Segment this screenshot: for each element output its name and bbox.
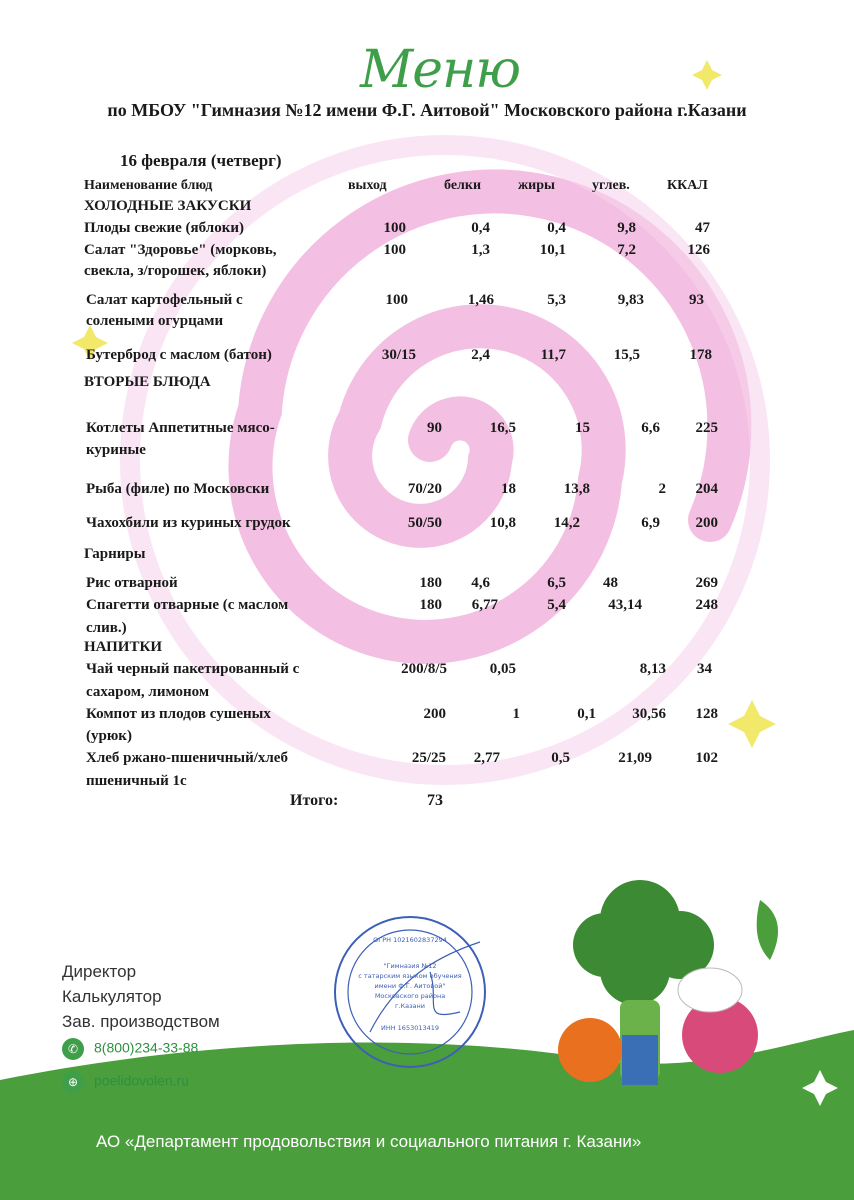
portion-value: 100 — [385, 292, 408, 308]
dish-name: Чай черный пакетированный с — [86, 661, 300, 677]
protein-value: 16,5 — [489, 420, 516, 436]
portion-value: 200/8/5 — [401, 661, 447, 677]
column-header-fat: жиры — [518, 178, 555, 193]
carbs-value: 43,14 — [608, 597, 642, 613]
protein-value: 2,4 — [471, 347, 490, 363]
portion-value: 25/25 — [411, 750, 446, 766]
dish-name-continued: куриные — [86, 442, 146, 458]
stamp-line: с татарским языком обучения — [358, 972, 462, 980]
kcal-value: 178 — [689, 347, 712, 363]
dish-name: Бутерброд с маслом (батон) — [86, 347, 272, 363]
role-production-manager: Зав. производством — [62, 1012, 220, 1031]
stamp-line: имени Ф.Г. Аитовой" — [374, 982, 446, 990]
protein-value: 0,05 — [489, 661, 516, 677]
stamp-line: ОГРН 1021602837294 — [373, 936, 447, 944]
carbs-value: 48 — [603, 575, 618, 591]
portion-value: 50/50 — [407, 515, 442, 531]
fat-value: 13,8 — [563, 481, 590, 497]
role-calculator: Калькулятор — [62, 987, 162, 1006]
fat-value: 11,7 — [540, 347, 566, 363]
protein-value: 4,6 — [471, 575, 490, 591]
portion-value: 200 — [423, 706, 446, 722]
dish-name: Хлеб ржано-пшеничный/хлеб — [86, 750, 288, 766]
dish-name-continued: (урюк) — [86, 728, 132, 744]
kcal-value: 34 — [697, 661, 712, 677]
portion-value: 180 — [419, 575, 442, 591]
kcal-value: 93 — [689, 292, 704, 308]
column-header-kcal: ККАЛ — [667, 178, 708, 193]
portion-value: 30/15 — [381, 347, 416, 363]
stamp-line: "Гимназия №12 — [383, 962, 437, 970]
role-director: Директор — [62, 962, 137, 981]
carbs-value: 9,83 — [617, 292, 644, 308]
fat-value: 0,1 — [577, 706, 596, 722]
page-title: по МБОУ "Гимназия №12 имени Ф.Г. Аитовой" Московского района г.Казани — [107, 100, 747, 120]
dish-name: Салат картофельный с — [86, 292, 243, 308]
dish-name-continued: свекла, з/горошек, яблоки) — [84, 263, 267, 279]
section-garnish: Гарниры — [84, 546, 146, 562]
column-header-protein: белки — [444, 178, 482, 193]
kcal-value: 47 — [695, 220, 710, 236]
carbs-value: 30,56 — [632, 706, 666, 722]
protein-value: 6,77 — [471, 597, 498, 613]
fat-value: 5,3 — [547, 292, 566, 308]
portion-value: 100 — [383, 242, 406, 258]
dish-name: Спагетти отварные (с маслом — [86, 597, 289, 613]
kcal-value: 269 — [695, 575, 718, 591]
portion-value: 180 — [419, 597, 442, 613]
website-link: poelidovolen.ru — [94, 1072, 189, 1089]
portion-value: 70/20 — [407, 481, 442, 497]
protein-value: 0,4 — [471, 220, 490, 236]
dish-name-continued: слив.) — [86, 620, 127, 636]
dish-name-continued: сахаром, лимоном — [86, 684, 210, 700]
protein-value: 1 — [512, 706, 520, 722]
fat-value: 6,5 — [547, 575, 566, 591]
dish-name: Котлеты Аппетитные мясо- — [86, 420, 275, 436]
dish-name: Рис отварной — [86, 575, 178, 591]
protein-value: 2,77 — [473, 750, 500, 766]
kcal-value: 204 — [695, 481, 718, 497]
vegetable-mascots-illustration — [520, 860, 840, 1120]
kcal-value: 126 — [687, 242, 710, 258]
portion-value: 90 — [427, 420, 442, 436]
carbs-value: 9,8 — [617, 220, 636, 236]
stamp-line: ИНН 1653013419 — [380, 1024, 440, 1032]
dish-name-continued: солеными огурцами — [86, 313, 224, 329]
carbs-value: 6,9 — [641, 515, 660, 531]
kcal-value: 102 — [695, 750, 718, 766]
stamp-line: г.Казани — [395, 1002, 425, 1010]
carbs-value: 6,6 — [641, 420, 660, 436]
fat-value: 5,4 — [547, 597, 566, 613]
dish-name: Плоды свежие (яблоки) — [84, 220, 244, 236]
phone-contact — [62, 1038, 198, 1060]
globe-icon: ⊕ — [62, 1071, 84, 1093]
kcal-value: 225 — [695, 420, 718, 436]
stamp-line: Московского района — [374, 992, 446, 1000]
fat-value: 0,4 — [547, 220, 566, 236]
company-name: АО «Департамент продовольствия и социального питания г. Казани» — [96, 1132, 642, 1151]
fat-value: 10,1 — [539, 242, 566, 258]
kcal-value: 128 — [695, 706, 718, 722]
official-stamp — [330, 912, 490, 1072]
dish-name: Салат "Здоровье" (морковь, — [84, 242, 277, 258]
protein-value: 1,3 — [471, 242, 490, 258]
dish-name: Рыба (филе) по Московски — [86, 481, 270, 497]
fat-value: 15 — [575, 420, 590, 436]
protein-value: 18 — [501, 481, 516, 497]
fat-value: 0,5 — [551, 750, 570, 766]
portion-value: 100 — [383, 220, 406, 236]
section-cold-appetizers: ХОЛОДНЫЕ ЗАКУСКИ — [84, 198, 252, 214]
total-label: Итого: — [290, 792, 339, 809]
fat-value: 14,2 — [553, 515, 580, 531]
dish-name: Чахохбили из куриных грудок — [86, 515, 291, 531]
column-header-dish: Наименование блюд — [84, 178, 213, 193]
carbs-value: 2 — [658, 481, 666, 497]
total-value: 73 — [427, 792, 443, 809]
protein-value: 1,46 — [467, 292, 494, 308]
kcal-value: 248 — [695, 597, 718, 613]
column-header-portion: выход — [348, 178, 387, 193]
website-contact — [62, 1071, 189, 1093]
protein-value: 10,8 — [489, 515, 516, 531]
column-header-carbs: углев. — [592, 178, 630, 193]
carbs-value: 21,09 — [618, 750, 652, 766]
dish-name-continued: пшеничный 1с — [86, 773, 187, 789]
carbs-value: 7,2 — [617, 242, 636, 258]
carbs-value: 8,13 — [639, 661, 666, 677]
phone-number: 8(800)234-33-88 — [94, 1039, 199, 1056]
menu-logo: Меню — [360, 40, 521, 100]
section-main-courses: ВТОРЫЕ БЛЮДА — [84, 374, 211, 390]
kcal-value: 200 — [695, 515, 718, 531]
section-drinks: НАПИТКИ — [84, 639, 163, 655]
dish-name: Компот из плодов сушеных — [86, 706, 271, 722]
carbs-value: 15,5 — [613, 347, 640, 363]
phone-icon: ✆ — [62, 1038, 84, 1060]
menu-date: 16 февраля (четверг) — [120, 151, 282, 170]
